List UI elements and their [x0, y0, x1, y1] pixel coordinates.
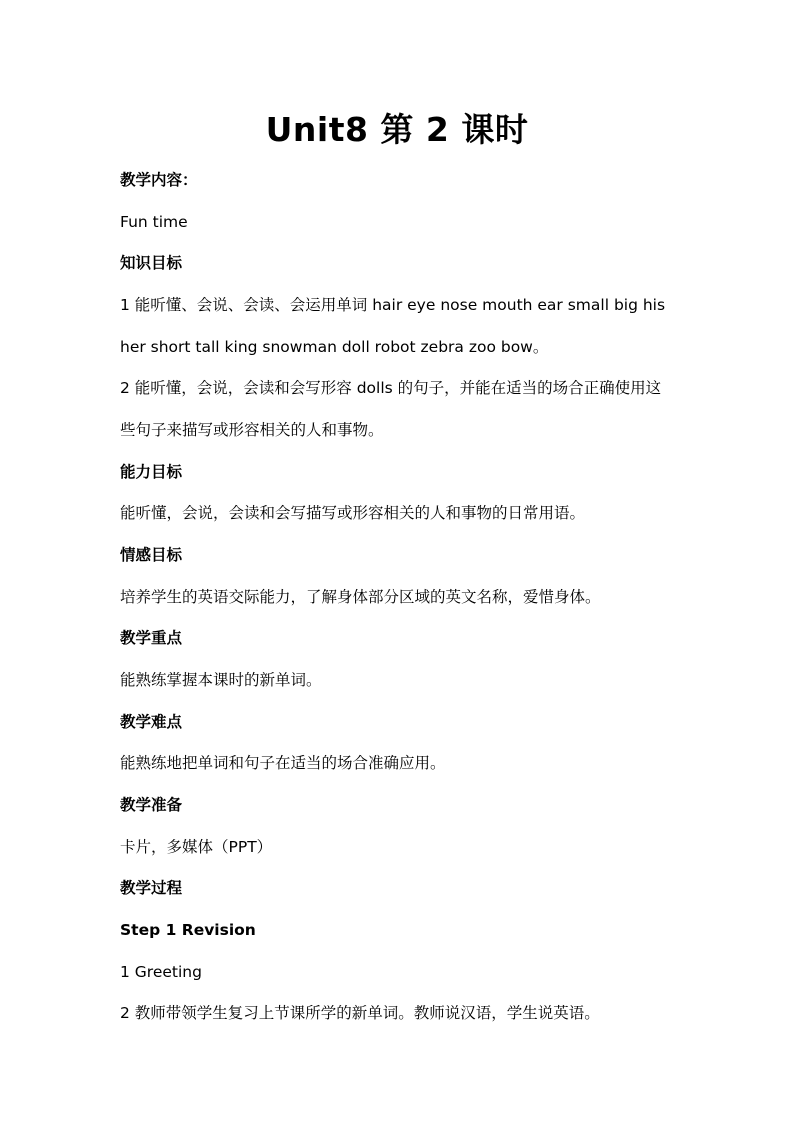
knowledge-goal-1-line-2: her short tall king snowman doll robot zebra zoo bow。: [120, 338, 549, 356]
knowledge-goal-1-line-1: 1 能听懂、会说、会读、会运用单词 hair eye nose mouth ear small big his: [120, 296, 666, 314]
section-heading-procedure: 教学过程: [120, 879, 183, 897]
section-heading-knowledge-goals: 知识目标: [120, 254, 183, 272]
section-heading-content: 教学内容：: [120, 171, 198, 189]
emotional-goal-text: 培养学生的英语交际能力，了解身体部分区域的英文名称，爱惜身体。: [120, 588, 601, 606]
key-points-text: 能熟练掌握本课时的新单词。: [120, 671, 322, 689]
document-title: Unit8 第 2 课时: [265, 110, 529, 149]
section-heading-key-points: 教学重点: [120, 629, 183, 647]
step-1-item-2: 2 教师带领学生复习上节课所学的新单词。教师说汉语，学生说英语。: [120, 1004, 600, 1022]
knowledge-goal-2-line-1: 2 能听懂，会说，会读和会写形容 dolls 的句子，并能在适当的场合正确使用这: [120, 379, 662, 397]
content-text: Fun time: [120, 213, 188, 231]
section-heading-preparation: 教学准备: [120, 796, 183, 814]
step-1-item-1: 1 Greeting: [120, 963, 202, 981]
section-heading-ability-goals: 能力目标: [120, 463, 183, 481]
ability-goal-text: 能听懂，会说，会读和会写描写或形容相关的人和事物的日常用语。: [120, 504, 586, 522]
step-1-heading: Step 1 Revision: [120, 921, 256, 939]
difficulties-text: 能熟练地把单词和句子在适当的场合准确应用。: [120, 754, 446, 772]
preparation-text: 卡片，多媒体（PPT）: [120, 838, 273, 856]
section-heading-emotional-goals: 情感目标: [120, 546, 183, 564]
knowledge-goal-2-line-2: 些句子来描写或形容相关的人和事物。: [120, 421, 384, 439]
section-heading-difficulties: 教学难点: [120, 713, 183, 731]
